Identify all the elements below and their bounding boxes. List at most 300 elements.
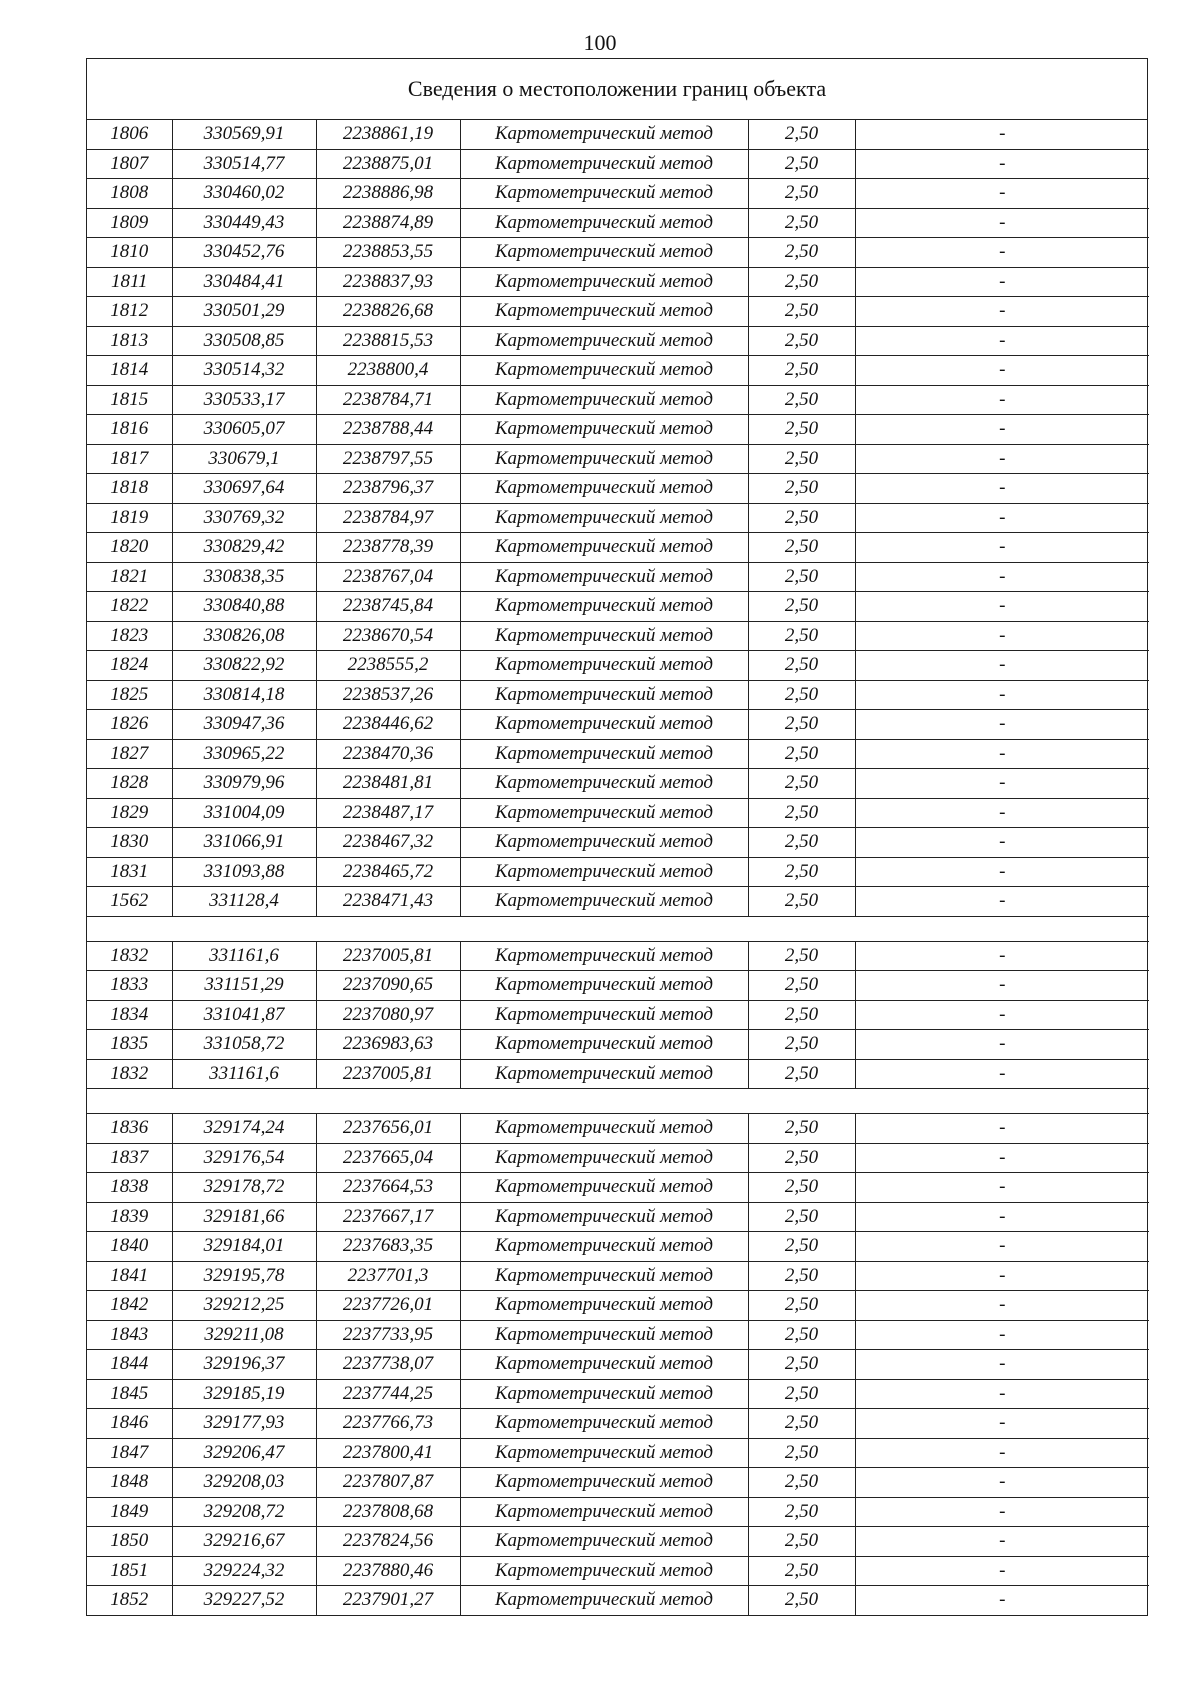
method-cell: Картометрический метод	[460, 533, 748, 563]
note-cell: -	[855, 1173, 1149, 1203]
method-cell: Картометрический метод	[460, 474, 748, 504]
point-number-cell: 1562	[87, 887, 172, 917]
point-number-cell: 1808	[87, 179, 172, 209]
y-coordinate-cell: 2236983,63	[316, 1030, 460, 1060]
note-cell: -	[855, 562, 1149, 592]
note-cell: -	[855, 297, 1149, 327]
y-coordinate-cell: 2237733,95	[316, 1320, 460, 1350]
point-number-cell: 1832	[87, 941, 172, 971]
note-cell: -	[855, 592, 1149, 622]
y-coordinate-cell: 2237738,07	[316, 1350, 460, 1380]
note-cell: -	[855, 971, 1149, 1001]
accuracy-cell: 2,50	[748, 120, 855, 149]
table-row	[87, 297, 1149, 327]
point-number-cell: 1814	[87, 356, 172, 386]
table-row	[87, 651, 1149, 681]
x-coordinate-cell: 330452,76	[172, 238, 316, 268]
y-coordinate-cell: 2237807,87	[316, 1468, 460, 1498]
x-coordinate-cell: 329185,19	[172, 1379, 316, 1409]
x-coordinate-cell: 331041,87	[172, 1000, 316, 1030]
note-cell: -	[855, 1261, 1149, 1291]
x-coordinate-cell: 330514,32	[172, 356, 316, 386]
x-coordinate-cell: 330838,35	[172, 562, 316, 592]
table-row	[87, 1059, 1149, 1089]
note-cell: -	[855, 238, 1149, 268]
x-coordinate-cell: 329181,66	[172, 1202, 316, 1232]
point-number-cell: 1825	[87, 680, 172, 710]
x-coordinate-cell: 331151,29	[172, 971, 316, 1001]
accuracy-cell: 2,50	[748, 356, 855, 386]
x-coordinate-cell: 329176,54	[172, 1143, 316, 1173]
method-cell: Картометрический метод	[460, 356, 748, 386]
note-cell: -	[855, 1059, 1149, 1089]
point-number-cell: 1849	[87, 1497, 172, 1527]
method-cell: Картометрический метод	[460, 1379, 748, 1409]
y-coordinate-cell: 2238745,84	[316, 592, 460, 622]
point-number-cell: 1848	[87, 1468, 172, 1498]
method-cell: Картометрический метод	[460, 1556, 748, 1586]
accuracy-cell: 2,50	[748, 680, 855, 710]
point-number-cell: 1831	[87, 857, 172, 887]
point-number-cell: 1850	[87, 1527, 172, 1557]
accuracy-cell: 2,50	[748, 1114, 855, 1144]
accuracy-cell: 2,50	[748, 1000, 855, 1030]
y-coordinate-cell: 2238784,71	[316, 385, 460, 415]
note-cell: -	[855, 769, 1149, 799]
method-cell: Картометрический метод	[460, 828, 748, 858]
method-cell: Картометрический метод	[460, 1202, 748, 1232]
method-cell: Картометрический метод	[460, 680, 748, 710]
accuracy-cell: 2,50	[748, 828, 855, 858]
accuracy-cell: 2,50	[748, 474, 855, 504]
point-number-cell: 1835	[87, 1030, 172, 1060]
point-number-cell: 1851	[87, 1556, 172, 1586]
y-coordinate-cell: 2238788,44	[316, 415, 460, 445]
table-row	[87, 941, 1149, 971]
accuracy-cell: 2,50	[748, 1030, 855, 1060]
note-cell: -	[855, 941, 1149, 971]
y-coordinate-cell: 2237683,35	[316, 1232, 460, 1262]
y-coordinate-cell: 2237005,81	[316, 941, 460, 971]
point-number-cell: 1817	[87, 444, 172, 474]
table-row	[87, 208, 1149, 238]
y-coordinate-cell: 2237808,68	[316, 1497, 460, 1527]
accuracy-cell: 2,50	[748, 1438, 855, 1468]
method-cell: Картометрический метод	[460, 651, 748, 681]
table-row	[87, 238, 1149, 268]
accuracy-cell: 2,50	[748, 533, 855, 563]
table-row	[87, 326, 1149, 356]
accuracy-cell: 2,50	[748, 1143, 855, 1173]
point-number-cell: 1812	[87, 297, 172, 327]
method-cell: Картометрический метод	[460, 1409, 748, 1439]
point-number-cell: 1813	[87, 326, 172, 356]
table-row	[87, 1497, 1149, 1527]
method-cell: Картометрический метод	[460, 798, 748, 828]
method-cell: Картометрический метод	[460, 562, 748, 592]
note-cell: -	[855, 828, 1149, 858]
accuracy-cell: 2,50	[748, 267, 855, 297]
accuracy-cell: 2,50	[748, 1497, 855, 1527]
note-cell: -	[855, 356, 1149, 386]
method-cell: Картометрический метод	[460, 1000, 748, 1030]
y-coordinate-cell: 2238826,68	[316, 297, 460, 327]
x-coordinate-cell: 330814,18	[172, 680, 316, 710]
point-number-cell: 1832	[87, 1059, 172, 1089]
x-coordinate-cell: 330697,64	[172, 474, 316, 504]
method-cell: Картометрический метод	[460, 1527, 748, 1557]
boundary-table-sheet	[86, 58, 1148, 1616]
note-cell: -	[855, 1000, 1149, 1030]
point-number-cell: 1852	[87, 1586, 172, 1615]
y-coordinate-cell: 2238471,43	[316, 887, 460, 917]
x-coordinate-cell: 331161,6	[172, 941, 316, 971]
x-coordinate-cell: 329212,25	[172, 1291, 316, 1321]
y-coordinate-cell: 2237824,56	[316, 1527, 460, 1557]
table-row	[87, 710, 1149, 740]
page-number: 100	[583, 30, 617, 55]
table-row	[87, 120, 1149, 149]
note-cell: -	[855, 1468, 1149, 1498]
table-row	[87, 1527, 1149, 1557]
accuracy-cell: 2,50	[748, 444, 855, 474]
x-coordinate-cell: 329196,37	[172, 1350, 316, 1380]
point-number-cell: 1810	[87, 238, 172, 268]
method-cell: Картометрический метод	[460, 444, 748, 474]
y-coordinate-cell: 2237766,73	[316, 1409, 460, 1439]
table-row	[87, 533, 1149, 563]
y-coordinate-cell: 2237005,81	[316, 1059, 460, 1089]
table-row	[87, 1261, 1149, 1291]
y-coordinate-cell: 2238800,4	[316, 356, 460, 386]
method-cell: Картометрический метод	[460, 857, 748, 887]
note-cell: -	[855, 503, 1149, 533]
accuracy-cell: 2,50	[748, 857, 855, 887]
accuracy-cell: 2,50	[748, 503, 855, 533]
point-number-cell: 1827	[87, 739, 172, 769]
x-coordinate-cell: 330449,43	[172, 208, 316, 238]
x-coordinate-cell: 330460,02	[172, 179, 316, 209]
y-coordinate-cell: 2238875,01	[316, 149, 460, 179]
note-cell: -	[855, 1143, 1149, 1173]
point-number-cell: 1807	[87, 149, 172, 179]
table-row	[87, 415, 1149, 445]
x-coordinate-cell: 331004,09	[172, 798, 316, 828]
method-cell: Картометрический метод	[460, 1059, 748, 1089]
table-row	[87, 1556, 1149, 1586]
y-coordinate-cell: 2238470,36	[316, 739, 460, 769]
boundary-points-table	[87, 120, 1149, 1615]
x-coordinate-cell: 329177,93	[172, 1409, 316, 1439]
accuracy-cell: 2,50	[748, 297, 855, 327]
table-row	[87, 769, 1149, 799]
note-cell: -	[855, 710, 1149, 740]
point-number-cell: 1824	[87, 651, 172, 681]
accuracy-cell: 2,50	[748, 1202, 855, 1232]
accuracy-cell: 2,50	[748, 149, 855, 179]
x-coordinate-cell: 329208,72	[172, 1497, 316, 1527]
note-cell: -	[855, 1497, 1149, 1527]
table-row	[87, 385, 1149, 415]
point-number-cell: 1847	[87, 1438, 172, 1468]
table-row	[87, 356, 1149, 386]
method-cell: Картометрический метод	[460, 739, 748, 769]
x-coordinate-cell: 330679,1	[172, 444, 316, 474]
method-cell: Картометрический метод	[460, 503, 748, 533]
separator-cell	[87, 916, 1149, 941]
accuracy-cell: 2,50	[748, 887, 855, 917]
x-coordinate-cell: 329224,32	[172, 1556, 316, 1586]
accuracy-cell: 2,50	[748, 1556, 855, 1586]
y-coordinate-cell: 2238797,55	[316, 444, 460, 474]
method-cell: Картометрический метод	[460, 297, 748, 327]
accuracy-cell: 2,50	[748, 769, 855, 799]
note-cell: -	[855, 385, 1149, 415]
x-coordinate-cell: 331128,4	[172, 887, 316, 917]
note-cell: -	[855, 1379, 1149, 1409]
x-coordinate-cell: 329211,08	[172, 1320, 316, 1350]
note-cell: -	[855, 179, 1149, 209]
table-title: Сведения о местоположении границ объекта	[87, 59, 1147, 120]
x-coordinate-cell: 331161,6	[172, 1059, 316, 1089]
method-cell: Картометрический метод	[460, 1350, 748, 1380]
y-coordinate-cell: 2238796,37	[316, 474, 460, 504]
note-cell: -	[855, 680, 1149, 710]
point-number-cell: 1811	[87, 267, 172, 297]
x-coordinate-cell: 330501,29	[172, 297, 316, 327]
accuracy-cell: 2,50	[748, 415, 855, 445]
note-cell: -	[855, 1438, 1149, 1468]
x-coordinate-cell: 329206,47	[172, 1438, 316, 1468]
method-cell: Картометрический метод	[460, 1438, 748, 1468]
point-number-cell: 1844	[87, 1350, 172, 1380]
y-coordinate-cell: 2237701,3	[316, 1261, 460, 1291]
table-row	[87, 1173, 1149, 1203]
accuracy-cell: 2,50	[748, 1468, 855, 1498]
table-row	[87, 1468, 1149, 1498]
accuracy-cell: 2,50	[748, 1320, 855, 1350]
note-cell: -	[855, 1232, 1149, 1262]
point-number-cell: 1809	[87, 208, 172, 238]
note-cell: -	[855, 739, 1149, 769]
method-cell: Картометрический метод	[460, 1232, 748, 1262]
x-coordinate-cell: 330533,17	[172, 385, 316, 415]
note-cell: -	[855, 208, 1149, 238]
point-number-cell: 1823	[87, 621, 172, 651]
x-coordinate-cell: 329216,67	[172, 1527, 316, 1557]
table-row	[87, 1409, 1149, 1439]
y-coordinate-cell: 2237726,01	[316, 1291, 460, 1321]
point-number-cell: 1826	[87, 710, 172, 740]
y-coordinate-cell: 2237656,01	[316, 1114, 460, 1144]
x-coordinate-cell: 330829,42	[172, 533, 316, 563]
accuracy-cell: 2,50	[748, 1409, 855, 1439]
point-number-cell: 1833	[87, 971, 172, 1001]
table-row	[87, 857, 1149, 887]
method-cell: Картометрический метод	[460, 120, 748, 149]
y-coordinate-cell: 2237667,17	[316, 1202, 460, 1232]
point-number-cell: 1815	[87, 385, 172, 415]
accuracy-cell: 2,50	[748, 621, 855, 651]
table-row	[87, 444, 1149, 474]
table-row	[87, 1202, 1149, 1232]
x-coordinate-cell: 329227,52	[172, 1586, 316, 1615]
x-coordinate-cell: 329184,01	[172, 1232, 316, 1262]
accuracy-cell: 2,50	[748, 1173, 855, 1203]
x-coordinate-cell: 329195,78	[172, 1261, 316, 1291]
method-cell: Картометрический метод	[460, 208, 748, 238]
point-number-cell: 1816	[87, 415, 172, 445]
note-cell: -	[855, 1409, 1149, 1439]
accuracy-cell: 2,50	[748, 1527, 855, 1557]
table-row	[87, 592, 1149, 622]
method-cell: Картометрический метод	[460, 1291, 748, 1321]
point-number-cell: 1838	[87, 1173, 172, 1203]
point-number-cell: 1830	[87, 828, 172, 858]
table-row	[87, 680, 1149, 710]
table-row	[87, 503, 1149, 533]
x-coordinate-cell: 330979,96	[172, 769, 316, 799]
table-row	[87, 1438, 1149, 1468]
method-cell: Картометрический метод	[460, 1261, 748, 1291]
accuracy-cell: 2,50	[748, 592, 855, 622]
table-row	[87, 1291, 1149, 1321]
accuracy-cell: 2,50	[748, 1350, 855, 1380]
x-coordinate-cell: 330822,92	[172, 651, 316, 681]
note-cell: -	[855, 798, 1149, 828]
x-coordinate-cell: 330569,91	[172, 120, 316, 149]
note-cell: -	[855, 415, 1149, 445]
y-coordinate-cell: 2238555,2	[316, 651, 460, 681]
table-row	[87, 1000, 1149, 1030]
y-coordinate-cell: 2238837,93	[316, 267, 460, 297]
y-coordinate-cell: 2238670,54	[316, 621, 460, 651]
point-number-cell: 1837	[87, 1143, 172, 1173]
point-number-cell: 1821	[87, 562, 172, 592]
method-cell: Картометрический метод	[460, 1030, 748, 1060]
point-number-cell: 1822	[87, 592, 172, 622]
x-coordinate-cell: 329178,72	[172, 1173, 316, 1203]
y-coordinate-cell: 2238465,72	[316, 857, 460, 887]
x-coordinate-cell: 329174,24	[172, 1114, 316, 1144]
table-row	[87, 562, 1149, 592]
table-row	[87, 828, 1149, 858]
note-cell: -	[855, 1586, 1149, 1615]
table-row	[87, 267, 1149, 297]
x-coordinate-cell: 330769,32	[172, 503, 316, 533]
y-coordinate-cell: 2237665,04	[316, 1143, 460, 1173]
y-coordinate-cell: 2238778,39	[316, 533, 460, 563]
note-cell: -	[855, 120, 1149, 149]
point-number-cell: 1839	[87, 1202, 172, 1232]
method-cell: Картометрический метод	[460, 769, 748, 799]
note-cell: -	[855, 326, 1149, 356]
table-row	[87, 971, 1149, 1001]
note-cell: -	[855, 1556, 1149, 1586]
x-coordinate-cell: 330947,36	[172, 710, 316, 740]
point-number-cell: 1836	[87, 1114, 172, 1144]
table-row	[87, 887, 1149, 917]
accuracy-cell: 2,50	[748, 971, 855, 1001]
point-number-cell: 1834	[87, 1000, 172, 1030]
y-coordinate-cell: 2237664,53	[316, 1173, 460, 1203]
method-cell: Картометрический метод	[460, 415, 748, 445]
method-cell: Картометрический метод	[460, 1586, 748, 1615]
method-cell: Картометрический метод	[460, 941, 748, 971]
note-cell: -	[855, 1320, 1149, 1350]
x-coordinate-cell: 330965,22	[172, 739, 316, 769]
table-row	[87, 179, 1149, 209]
x-coordinate-cell: 330826,08	[172, 621, 316, 651]
note-cell: -	[855, 651, 1149, 681]
method-cell: Картометрический метод	[460, 179, 748, 209]
method-cell: Картометрический метод	[460, 971, 748, 1001]
accuracy-cell: 2,50	[748, 385, 855, 415]
x-coordinate-cell: 330484,41	[172, 267, 316, 297]
point-number-cell: 1840	[87, 1232, 172, 1262]
table-row	[87, 149, 1149, 179]
x-coordinate-cell: 329208,03	[172, 1468, 316, 1498]
point-number-cell: 1842	[87, 1291, 172, 1321]
method-cell: Картометрический метод	[460, 267, 748, 297]
y-coordinate-cell: 2238487,17	[316, 798, 460, 828]
separator-cell	[87, 1089, 1149, 1114]
note-cell: -	[855, 1114, 1149, 1144]
y-coordinate-cell: 2238784,97	[316, 503, 460, 533]
y-coordinate-cell: 2238767,04	[316, 562, 460, 592]
method-cell: Картометрический метод	[460, 326, 748, 356]
method-cell: Картометрический метод	[460, 1173, 748, 1203]
accuracy-cell: 2,50	[748, 1291, 855, 1321]
note-cell: -	[855, 1527, 1149, 1557]
group-separator-row	[87, 916, 1149, 941]
point-number-cell: 1819	[87, 503, 172, 533]
note-cell: -	[855, 444, 1149, 474]
note-cell: -	[855, 267, 1149, 297]
point-number-cell: 1820	[87, 533, 172, 563]
x-coordinate-cell: 330514,77	[172, 149, 316, 179]
accuracy-cell: 2,50	[748, 710, 855, 740]
y-coordinate-cell: 2238467,32	[316, 828, 460, 858]
accuracy-cell: 2,50	[748, 208, 855, 238]
y-coordinate-cell: 2238815,53	[316, 326, 460, 356]
group-separator-row	[87, 1089, 1149, 1114]
accuracy-cell: 2,50	[748, 798, 855, 828]
point-number-cell: 1829	[87, 798, 172, 828]
x-coordinate-cell: 331093,88	[172, 857, 316, 887]
y-coordinate-cell: 2238886,98	[316, 179, 460, 209]
method-cell: Картометрический метод	[460, 592, 748, 622]
x-coordinate-cell: 330840,88	[172, 592, 316, 622]
note-cell: -	[855, 887, 1149, 917]
accuracy-cell: 2,50	[748, 1586, 855, 1615]
y-coordinate-cell: 2238861,19	[316, 120, 460, 149]
accuracy-cell: 2,50	[748, 941, 855, 971]
point-number-cell: 1828	[87, 769, 172, 799]
y-coordinate-cell: 2237880,46	[316, 1556, 460, 1586]
note-cell: -	[855, 1202, 1149, 1232]
x-coordinate-cell: 330508,85	[172, 326, 316, 356]
table-row	[87, 474, 1149, 504]
accuracy-cell: 2,50	[748, 179, 855, 209]
method-cell: Картометрический метод	[460, 1114, 748, 1144]
note-cell: -	[855, 533, 1149, 563]
method-cell: Картометрический метод	[460, 887, 748, 917]
y-coordinate-cell: 2238446,62	[316, 710, 460, 740]
table-row	[87, 1350, 1149, 1380]
x-coordinate-cell: 331066,91	[172, 828, 316, 858]
accuracy-cell: 2,50	[748, 739, 855, 769]
